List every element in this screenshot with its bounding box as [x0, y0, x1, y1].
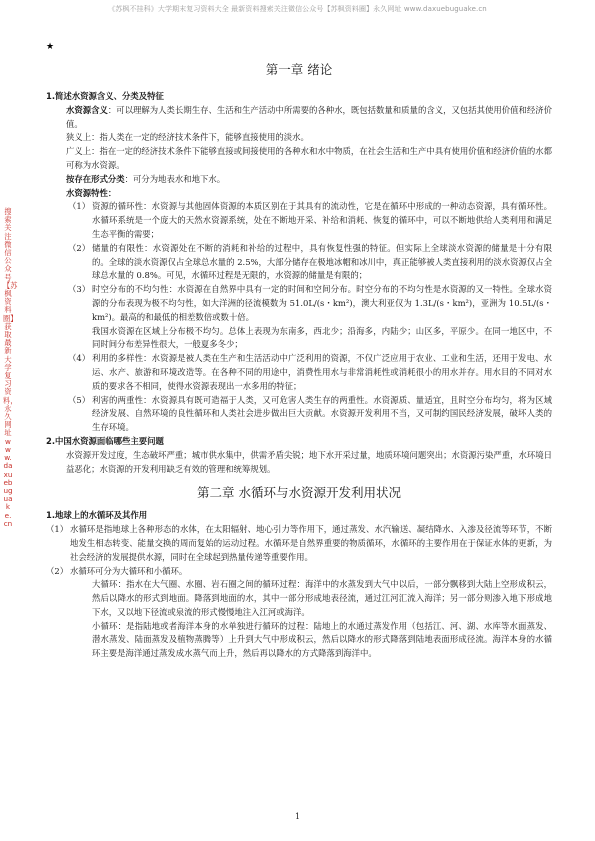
section-1-2-title: 2.中国水资源面临哪些主要问题 [46, 435, 164, 446]
list-text: 我国水资源在区域上分布极不均匀。总体上表现为东南多，西北少；沿海多，内陆少；山区多，平原少。在同一地区中，不同时间分布差异性很大，一般夏多冬少； [92, 325, 552, 350]
paragraph-china-problems: 水资源开发过度，生态破坏严重；城市供水集中，供需矛盾尖锐；地下水开采过量，地质环境问题突出；水资源污染严重，水环境日益恶化；水资源的开发利用缺乏有效的管理和统筹规划。 [66, 449, 552, 474]
term-label: 按存在形式分类 [66, 173, 125, 184]
list-item [46, 200, 552, 241]
paragraph-definition [46, 104, 552, 132]
list-item [46, 394, 552, 435]
list-text: 水循环可分为大循环和小循环。 [70, 565, 188, 576]
list-number: （4） [68, 353, 91, 364]
list-item [46, 242, 552, 283]
page-header-watermark: 《苏枫不挂科》大学期末复习资料大全 最新资料搜索关注微信公众号【苏枫资料圈】永久网址 www.daxuebuguake.cn [108, 5, 487, 13]
paragraph-narrow-sense: 狭义上：指人类在一定的经济技术条件下，能够直接使用的淡水。 [66, 132, 309, 143]
document-body [46, 62, 552, 661]
star-mark: ★ [46, 42, 55, 52]
list-number: （3） [68, 284, 91, 295]
term-text: ：可分为地表水和地下水。 [124, 173, 226, 184]
section-2-1-title: 1.地球上的水循环及其作用 [46, 510, 148, 521]
paragraph-characteristics-label [46, 187, 552, 201]
page-number: 1 [294, 812, 301, 821]
list-number: （1） [46, 524, 69, 535]
paragraph-small-cycle: 小循环：是指陆地或者海洋本身的水单独进行循环的过程：陆地上的水通过蒸发作用（包括江、河、湖、水库等水面蒸发、潜水蒸发、陆面蒸发及植物蒸腾等）上升到大气中形成积云，然后以降水的形式降落到陆地表面形成径流。海洋本身的水循环主要是海洋通过蒸发成水蒸气而上升，然后再以降水的方式降落到海洋中。 [92, 620, 552, 659]
chapter-1-title: 第一章 绪论 [265, 62, 333, 77]
list-text: 利用的多样性：水资源是被人类在生产和生活活动中广泛利用的资源，不仅广泛应用于农业、工业和生活，还用于发电、水运、水产、旅游和环境改造等。在各种不同的用途中，消费性用水与非常消耗性或消耗很小的用水并存。用水目的不同对水质的要求各不相同，使得水资源表现出一水多用的特征； [92, 353, 552, 391]
list-text: 资源的循环性：水资源与其他固体资源的本质区别在于其具有的流动性，它是在循环中形成的一种动态资源，具有循环性。水循环系统是一个庞大的天然水资源系统，处在不断地开采、补给和消耗、恢复的循环中，可以不断地供给人类利用和满足生态平衡的需要； [92, 201, 552, 239]
section-1-1-title: 1.简述水资源含义、分类及特征 [46, 91, 164, 101]
list-item [46, 352, 552, 393]
list-text: 时空分布的不均匀性：水资源在自然界中具有一定的时间和空间分布。时空分布的不均匀性是水资源的又一特性。全球水资源的分布表现为极不均匀性，如大洋洲的径流模数为 51.0L/(s・km²)，澳大利亚仅为 1.3L/(s・km²)，亚洲为 10.5L/(s・km²)。最高的和最低的相差数倍或数十倍。 [92, 284, 552, 322]
list-item [46, 523, 552, 564]
list-number: （2） [68, 242, 91, 253]
term-text: ：可以理解为人类长期生存、生活和生产活动中所需要的各种水，既包括数量和质量的含义，又包括其使用价值和经济价值。 [66, 104, 553, 129]
list-number: （5） [68, 394, 91, 405]
term-label: 水资源含义 [66, 104, 108, 115]
paragraph-broad-sense: 广义上：指在一定的经济技术条件下能够直接或间接使用的各种水和水中物质，在社会生活和生产中具有使用价值和经济价值的水都可称为水资源。 [66, 146, 552, 170]
list-item [46, 283, 552, 324]
list-item [46, 325, 552, 353]
characteristics-list [46, 200, 552, 435]
list-text: 储量的有限性：水资源处在不断的消耗和补给的过程中，具有恢复性强的特征。但实际上全球淡水资源的储量是十分有限的。全球的淡水资源仅占全球总水量的 2.5%，大部分储存在极地冰帽和冰川中，真正能够被人类直接利用的淡水资源仅占全球总水量的 0.8%。可见，水循环过程是无限的，水资源的储量是有限的； [92, 242, 552, 281]
paragraph-classification [46, 173, 552, 187]
list-item [46, 565, 552, 579]
side-watermark: 搜索关注微信公众号【苏枫资料圈】获取最新大学复习资料，永久网址www.daxuebuguake.cn [3, 207, 18, 528]
term-label: 水资源特性： [66, 187, 117, 198]
list-number: （2） [46, 565, 69, 576]
list-number: （1） [68, 201, 91, 212]
chapter-2-title: 第二章 水循环与水资源开发利用状况 [197, 485, 401, 501]
list-text: 水循环是指地球上各种形态的水体，在太阳辐射、地心引力等作用下，通过蒸发、水汽输送、凝结降水、入渗及径流等环节，不断地发生相态转变、能量交换的周而复始的运动过程。水循环是自然界重要的物质循环，水循环的主要作用在于保证水体的更新，为社会经济的发展提供水源，同时在全球起到热量传递等重要作用。 [70, 524, 552, 562]
list-text: 利害的两重性：水资源具有既可造福于人类，又可危害人类生存的两重性。水资源质、量适宜，且时空分布均匀，将为区域经济发展、自然环境的良性循环和人类社会进步做出巨大贡献。水资源开发利用不当，又可制约国民经济发展，破坏人类的生存环境。 [92, 394, 552, 433]
paragraph-big-cycle: 大循环：指水在大气圈、水圈、岩石圈之间的循环过程：海洋中的水蒸发到大气中以后，一部分飘移到大陆上空形成积云，然后以降水的形式到地面。降落到地面的水，其中一部分形成地表径流，通过江河汇流入海洋；另一部分则渗入地下形成地下水，又以地下径流或泉流的形式慢慢地注入江河或海洋。 [92, 579, 552, 617]
